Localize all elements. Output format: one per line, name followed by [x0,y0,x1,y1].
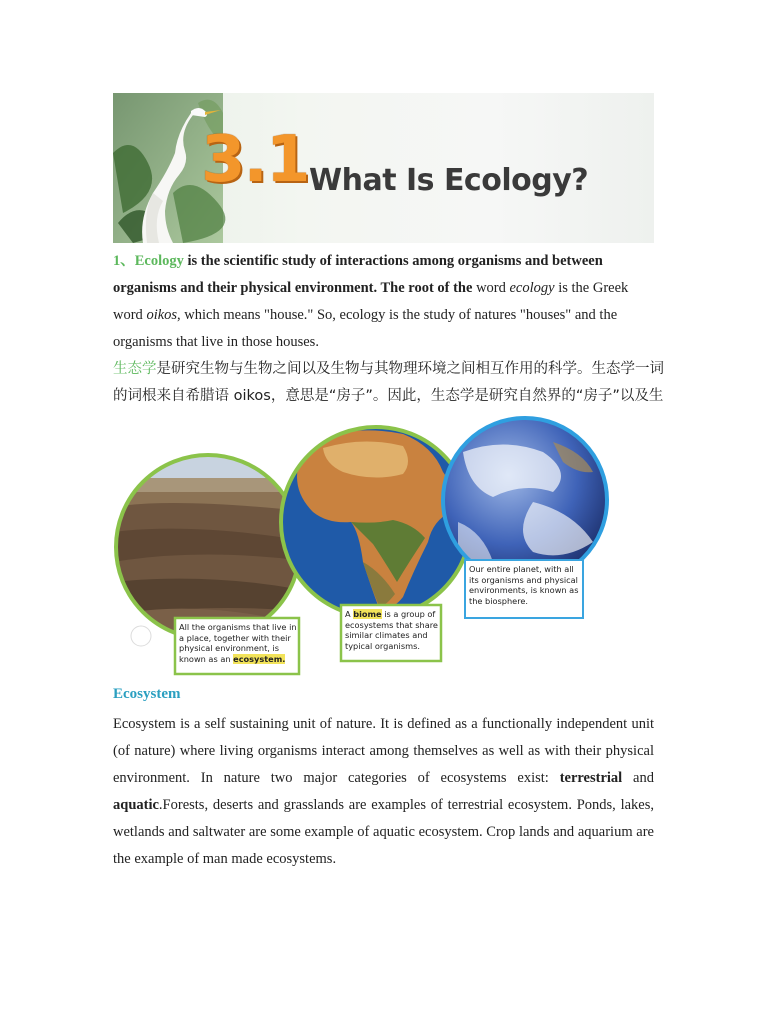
chapter-banner [113,93,654,243]
italic-ecology: ecology [509,280,555,296]
text-segment: is the Greek word [113,280,629,323]
ecosystem-caption-box [175,618,299,674]
biome-pre: A [345,609,351,619]
ecology-levels-figure [113,412,623,678]
ecosystem-term: ecosystem. [233,653,286,664]
chapter-number: 3.1 [201,123,309,197]
text-segment: word [472,280,510,296]
text-segment: and [622,770,654,786]
text-segment: Ecosystem is a self sustaining unit of nature. It is defined as a functionally independent unit (of nature) where living organisms interact among themselves as well as with their physical environment. In nature two major categories of ecosystems exist: [113,716,654,786]
biome-caption: is a group of ecosystems that share similar climates and typical organisms. [345,609,438,651]
text-segment: .Forests, deserts and grasslands are examples of terrestrial ecosystem. Ponds, lakes, wetlands and saltwater are some example of aquatic ecosystem. Crop lands and aquarium are the example of man made ecosystems. [113,797,654,867]
biosphere-photo [443,418,607,582]
chinese-lead-term: 生态学 [113,361,157,377]
ecosystem-paragraph [113,711,654,873]
text-segment: , which means "house." So, ecology is the study of natures "houses" and the organisms that live in those houses. [113,307,618,350]
list-number: 1、 [113,253,135,269]
ecosystem-heading: Ecosystem [113,686,181,702]
definition-bold-text: is the scientific study of interactions among organisms and between organisms and their physical environment. The root of the [113,253,603,296]
biome-photo [281,427,471,617]
aquatic-term: aquatic [113,797,159,813]
biome-caption-box [341,605,441,661]
ecology-term: Ecology [134,253,184,269]
terrestrial-term: terrestrial [559,770,623,786]
ecology-definition-paragraph [113,248,658,356]
biosphere-caption-box [465,560,583,618]
chinese-body: 是研究生物与生物之间以及生物与其物理环境之间相互作用的科学。生态学一词的词根来自希腊语 oikos，意思是“房子”。因此，生态学是研究自然界的“房子”以及生 [113,361,664,404]
biome-term: biome [353,609,382,619]
ecosystem-caption: All the organisms that live in a place, together with their physical environment, is known as an [179,622,297,664]
chapter-title: What Is Ecology? [309,163,589,198]
biosphere-caption: Our entire planet, with all its organisms and physical environments, is known as the biosphere. [469,564,579,606]
italic-oikos: oikos [146,307,178,323]
